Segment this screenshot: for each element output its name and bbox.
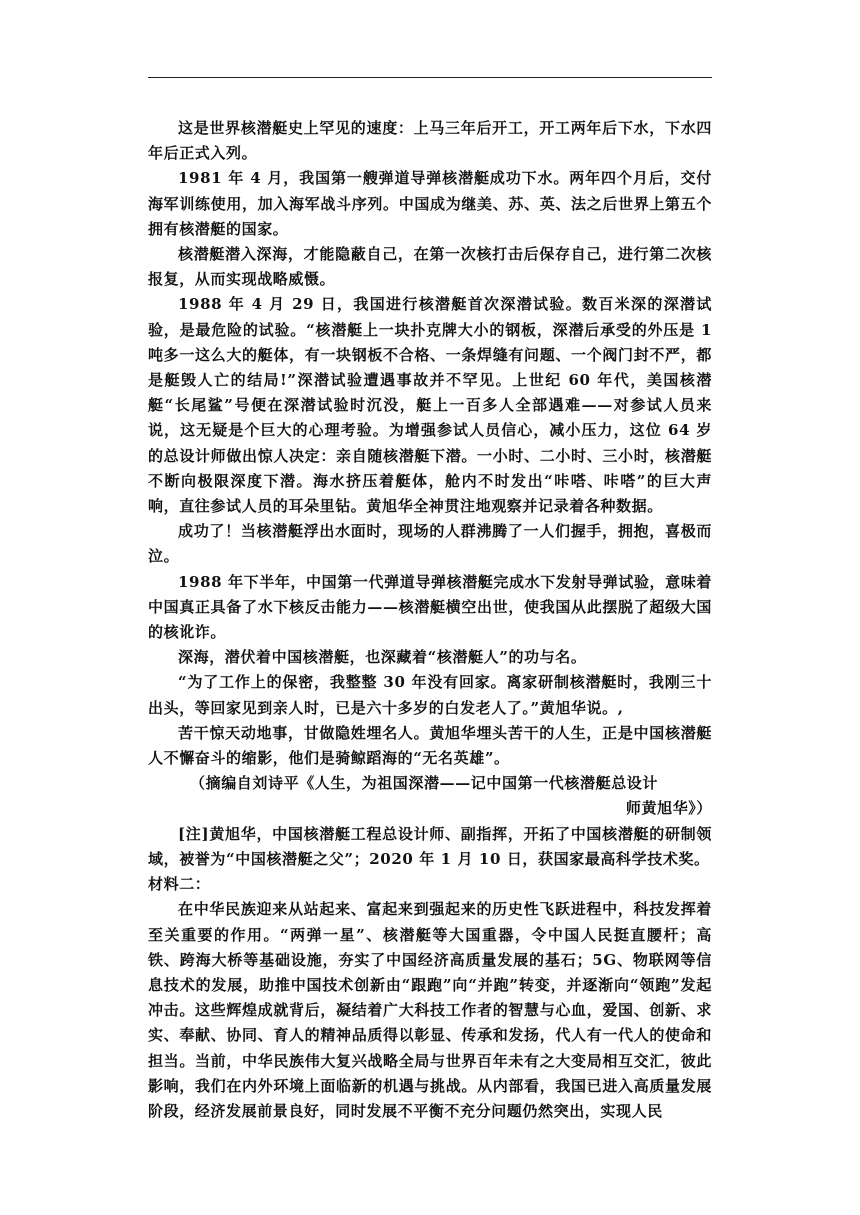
source-citation-line2: 师黄旭华》） (625, 799, 712, 818)
paragraph: 核潜艇潜入深海，才能隐蔽自己，在第一次核打击后保存自己，进行第二次核报复，从而实现战略威慑。 (148, 245, 712, 289)
material-two-paragraph: 在中华民族迎来从站起来、富起来到强起来的历史性飞跃进程中，科技发挥着至关重要的作用。“两弹一星”、核潜艇等大国重器，令中国人民挺直腰杆；高铁、跨海大桥等基础设施，夯实了中国经济高质量发展的基石；5G、物联网等信息技术的发展，助推中国技术创新由“跟跑”向“并跑”转变，并逐渐向“领跑”发起冲击。这些辉煌成就背后，凝结着广大科技工作者的智慧与心血，爱国、创新、求实、奉献、协同、育人的精神品质得以彰显、传承和发扬，代人有一代人的使命和担当。当前，中华民族伟大复兴战略全局与世界百年未有之大变局相互交汇，彼此影响，我们在内外环境上面临新的机遇与挑战。从内部看，我国已进入高质量发展阶段，经济发展前景良好，同时发展不平衡不充分问题仍然突出，实现人民 (148, 900, 712, 1120)
material-two-heading: 材料二： (148, 875, 211, 894)
paragraph: 苦干惊天动地事，甘做隐姓埋名人。黄旭华埋头苦干的人生，正是中国核潜艇人不懈奋斗的缩影，他们是骑鲸蹈海的“无名英雄”。 (148, 723, 712, 768)
header-rule (148, 77, 712, 78)
footnote: [注]黄旭华，中国核潜艇工程总设计师、副指挥，开拓了中国核潜艇的研制领域，被誉为“中国核潜艇之父”；2020 年 1 月 10 日，获国家最高科学技术奖。 (148, 824, 712, 868)
paragraph: 这是世界核潜艇史上罕见的速度：上马三年后开工，开工两年后下水，下水四年后正式入列。 (148, 119, 712, 163)
article-body (148, 116, 712, 1124)
source-citation (148, 771, 712, 821)
paragraph: 成功了！当核潜艇浮出水面时，现场的人群沸腾了一人们握手，拥抱，喜极而泣。 (148, 522, 712, 566)
paragraph: 1988 年 4 月 29 日，我国进行核潜艇首次深潜试验。数百米深的深潜试验，是最危险的试验。“核潜艇上一块扑克牌大小的钢板，深潜后承受的外压是 1 吨多一这么大的艇体，有一块钢板不合格、一条焊缝有问题、一个阀门封不严，都是艇毁人亡的结局!”深潜试验遭遇事故并不罕见。上世纪 60 年代，美国核潜艇“长尾鲨”号便在深潜试验时沉没，艇上一百多人全部遇难——对参试人员来说，这无疑是个巨大的心理考验。为增强参试人员信心，减小压力，这位 64 岁的总设计师做出惊人决定：亲自随核潜艇下潜。一小时、二小时、三小时，核潜艇不断向极限深度下潜。海水挤压着艇体，舱内不时发出“咔嗒、咔嗒”的巨大声响，直往参试人员的耳朵里钻。黄旭华全神贯注地观察并记录着各种数据。 (148, 295, 712, 516)
source-citation-line1: （摘编自刘诗平《人生，为祖国深潜——记中国第一代核潜艇总设计 (190, 774, 659, 793)
paragraph: 1981 年 4 月，我国第一艘弹道导弹核潜艇成功下水。两年四个月后，交付海军训练使用，加入海军战斗序列。中国成为继美、苏、英、法之后世界上第五个拥有核潜艇的国家。 (148, 169, 712, 238)
paragraph: 深海，潜伏着中国核潜艇，也深藏着“核潜艇人”的功与名。 (178, 648, 587, 667)
paragraph: “为了工作上的保密，我整整 30 年没有回家。离家研制核潜艇时，我刚三十出头，等回家见到亲人时，已是六十多岁的白发老人了。”黄旭华说。, (148, 673, 712, 717)
paragraph: 1988 年下半年，中国第一代弹道导弹核潜艇完成水下发射导弹试验，意味着中国真正具备了水下核反击能力——核潜艇横空出世，使我国从此摆脱了超级大国的核讹诈。 (148, 572, 712, 642)
